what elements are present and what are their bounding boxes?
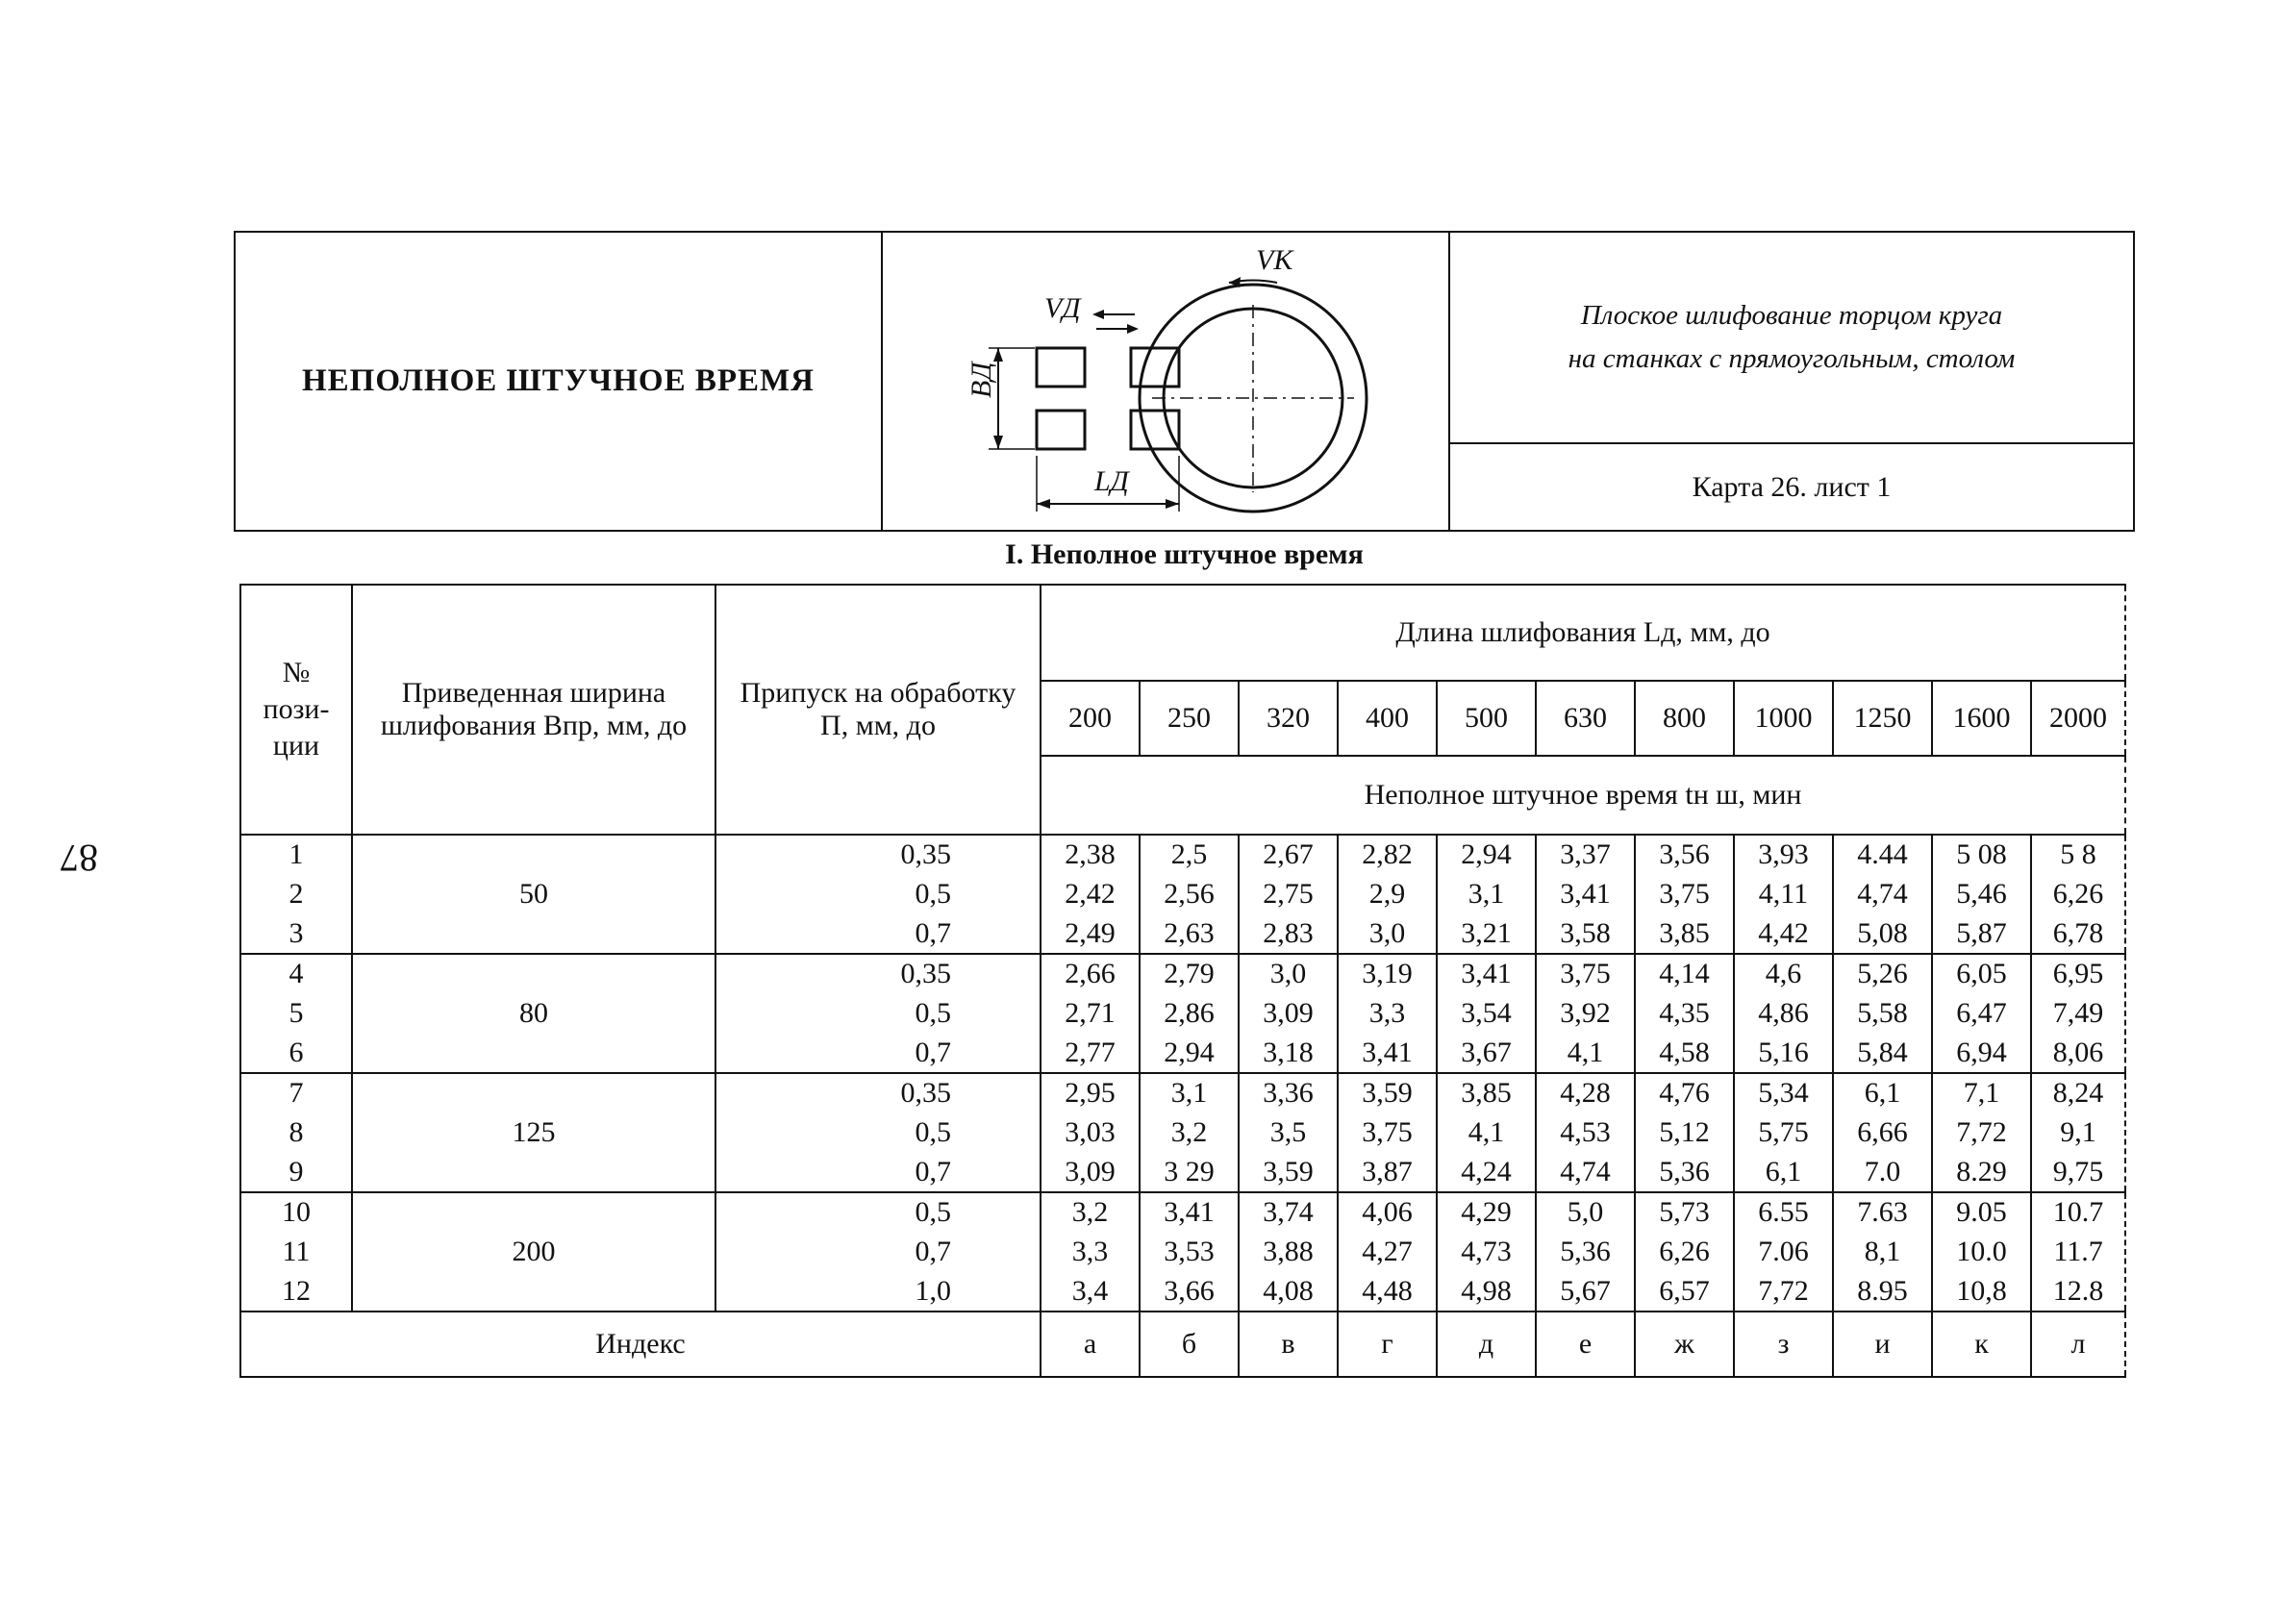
length-value: 400 bbox=[1338, 681, 1437, 756]
section-title: I. Неполное штучное время bbox=[1005, 538, 1364, 570]
time-cell: 2,82 2,9 3,0 bbox=[1338, 835, 1437, 954]
time-cell: 4,76 5,12 5,36 bbox=[1635, 1073, 1734, 1192]
time-cell: 5,26 5,58 5,84 bbox=[1833, 954, 1932, 1073]
header-info-cell bbox=[1450, 233, 2133, 530]
time-cell: 4,28 4,53 4,74 bbox=[1536, 1073, 1635, 1192]
time-cell: 3,2 3,3 3,4 bbox=[1041, 1192, 1140, 1312]
index-cell: г bbox=[1338, 1312, 1437, 1377]
allowance-cell: 0,35 0,5 0,7 bbox=[715, 1073, 1041, 1192]
time-cell: 2,67 2,75 2,83 bbox=[1239, 835, 1338, 954]
index-label: Индекс bbox=[240, 1312, 1041, 1377]
index-cell: и bbox=[1833, 1312, 1932, 1377]
col-header-position: № пози- ции bbox=[240, 585, 352, 835]
card-header bbox=[234, 231, 2135, 532]
allowance-cell: 0,35 0,5 0,7 bbox=[715, 954, 1041, 1073]
process-line: Плоское шлифование торцом круга bbox=[1580, 300, 2003, 331]
width-cell: 200 bbox=[352, 1192, 715, 1312]
time-cell: 5 08 5,46 5,87 bbox=[1932, 835, 2031, 954]
table-row-group bbox=[240, 954, 2125, 1073]
workpiece-rect bbox=[1037, 411, 1085, 449]
index-cell: в bbox=[1239, 1312, 1338, 1377]
length-value: 320 bbox=[1239, 681, 1338, 756]
time-cell: 4,06 4,27 4,48 bbox=[1338, 1192, 1437, 1312]
label-vk: VК bbox=[1256, 244, 1293, 276]
time-cell: 2,66 2,71 2,77 bbox=[1041, 954, 1140, 1073]
header-title-cell bbox=[236, 233, 883, 530]
time-cell: 4,6 4,86 5,16 bbox=[1734, 954, 1833, 1073]
length-value: 250 bbox=[1140, 681, 1239, 756]
time-cell: 4,14 4,35 4,58 bbox=[1635, 954, 1734, 1073]
table-row-group bbox=[240, 1073, 2125, 1192]
card-number: Карта 26. лист 1 bbox=[1692, 471, 1892, 503]
label-vd: VД bbox=[1044, 292, 1081, 324]
time-cell: 8,24 9,1 9,75 bbox=[2031, 1073, 2125, 1192]
time-cell: 3,59 3,75 3,87 bbox=[1338, 1073, 1437, 1192]
label-ld: LД bbox=[1094, 465, 1129, 497]
index-row bbox=[240, 1312, 2125, 1377]
time-cell: 3,41 3,53 3,66 bbox=[1140, 1192, 1239, 1312]
time-cell: 3,41 3,54 3,67 bbox=[1437, 954, 1536, 1073]
col-header-width: Приведенная ширина шлифования Впр, мм, до bbox=[352, 585, 715, 835]
index-cell: з bbox=[1734, 1312, 1833, 1377]
time-cell: 4,29 4,73 4,98 bbox=[1437, 1192, 1536, 1312]
time-cell: 3,85 4,1 4,24 bbox=[1437, 1073, 1536, 1192]
index-cell: к bbox=[1932, 1312, 2031, 1377]
length-value: 500 bbox=[1437, 681, 1536, 756]
index-cell: б bbox=[1140, 1312, 1239, 1377]
index-cell: л bbox=[2031, 1312, 2125, 1377]
grinding-sketch bbox=[883, 233, 1450, 534]
table-row-group bbox=[240, 1192, 2125, 1312]
time-cell: 3,37 3,41 3,58 bbox=[1536, 835, 1635, 954]
width-cell: 125 bbox=[352, 1073, 715, 1192]
time-cell: 3,56 3,75 3,85 bbox=[1635, 835, 1734, 954]
time-cell: 2,79 2,86 2,94 bbox=[1140, 954, 1239, 1073]
length-value: 2000 bbox=[2031, 681, 2125, 756]
process-line: на станках с прямоугольным, столом bbox=[1568, 343, 2016, 374]
time-cell: 2,5 2,56 2,63 bbox=[1140, 835, 1239, 954]
time-cell: 6,05 6,47 6,94 bbox=[1932, 954, 2031, 1073]
time-cell: 6.55 7.06 7,72 bbox=[1734, 1192, 1833, 1312]
workpiece-rect bbox=[1131, 348, 1179, 387]
length-header: Длина шлифования Lд, мм, до bbox=[1041, 585, 2125, 681]
time-cell: 2,95 3,03 3,09 bbox=[1041, 1073, 1140, 1192]
position-cell: 7 8 9 bbox=[240, 1073, 352, 1192]
time-cell: 3,93 4,11 4,42 bbox=[1734, 835, 1833, 954]
time-cell: 3,36 3,5 3,59 bbox=[1239, 1073, 1338, 1192]
index-cell: е bbox=[1536, 1312, 1635, 1377]
allowance-cell: 0,5 0,7 1,0 bbox=[715, 1192, 1041, 1312]
page-title: НЕПОЛНОЕ ШТУЧНОЕ ВРЕМЯ bbox=[301, 363, 815, 398]
width-cell: 80 bbox=[352, 954, 715, 1073]
time-cell: 7,1 7,72 8.29 bbox=[1932, 1073, 2031, 1192]
time-cell: 9.05 10.0 10,8 bbox=[1932, 1192, 2031, 1312]
time-cell: 6,1 6,66 7.0 bbox=[1833, 1073, 1932, 1192]
time-cell: 7.63 8,1 8.95 bbox=[1833, 1192, 1932, 1312]
time-cell: 3,75 3,92 4,1 bbox=[1536, 954, 1635, 1073]
time-cell: 2,38 2,42 2,49 bbox=[1041, 835, 1140, 954]
header-sketch-cell bbox=[883, 233, 1450, 530]
length-value: 200 bbox=[1041, 681, 1140, 756]
time-table bbox=[239, 584, 2126, 1378]
length-value: 800 bbox=[1635, 681, 1734, 756]
time-cell: 3,0 3,09 3,18 bbox=[1239, 954, 1338, 1073]
time-cell: 6,95 7,49 8,06 bbox=[2031, 954, 2125, 1073]
length-value: 630 bbox=[1536, 681, 1635, 756]
time-cell: 4.44 4,74 5,08 bbox=[1833, 835, 1932, 954]
time-cell: 3,1 3,2 3 29 bbox=[1140, 1073, 1239, 1192]
index-cell: д bbox=[1437, 1312, 1536, 1377]
workpiece-rect bbox=[1037, 348, 1085, 387]
time-cell: 2,94 3,1 3,21 bbox=[1437, 835, 1536, 954]
width-cell: 50 bbox=[352, 835, 715, 954]
time-header: Неполное штучное время tн ш, мин bbox=[1041, 756, 2125, 835]
page-number: 87 bbox=[60, 837, 98, 880]
time-cell: 5 8 6,26 6,78 bbox=[2031, 835, 2125, 954]
position-cell: 10 11 12 bbox=[240, 1192, 352, 1312]
time-cell: 3,19 3,3 3,41 bbox=[1338, 954, 1437, 1073]
index-cell: а bbox=[1041, 1312, 1140, 1377]
table-row-group bbox=[240, 835, 2125, 954]
col-header-allowance: Припуск на обработку П, мм, до bbox=[715, 585, 1041, 835]
time-cell: 5,73 6,26 6,57 bbox=[1635, 1192, 1734, 1312]
length-value: 1000 bbox=[1734, 681, 1833, 756]
time-cell: 5,0 5,36 5,67 bbox=[1536, 1192, 1635, 1312]
position-cell: 1 2 3 bbox=[240, 835, 352, 954]
process-description bbox=[1450, 233, 2133, 444]
workpiece-rect bbox=[1131, 411, 1179, 449]
time-cell: 5,34 5,75 6,1 bbox=[1734, 1073, 1833, 1192]
time-cell: 10.7 11.7 12.8 bbox=[2031, 1192, 2125, 1312]
position-cell: 4 5 6 bbox=[240, 954, 352, 1073]
time-cell: 3,74 3,88 4,08 bbox=[1239, 1192, 1338, 1312]
length-value: 1250 bbox=[1833, 681, 1932, 756]
label-bd: BД bbox=[966, 362, 997, 398]
allowance-cell: 0,35 0,5 0,7 bbox=[715, 835, 1041, 954]
length-value: 1600 bbox=[1932, 681, 2031, 756]
index-cell: ж bbox=[1635, 1312, 1734, 1377]
